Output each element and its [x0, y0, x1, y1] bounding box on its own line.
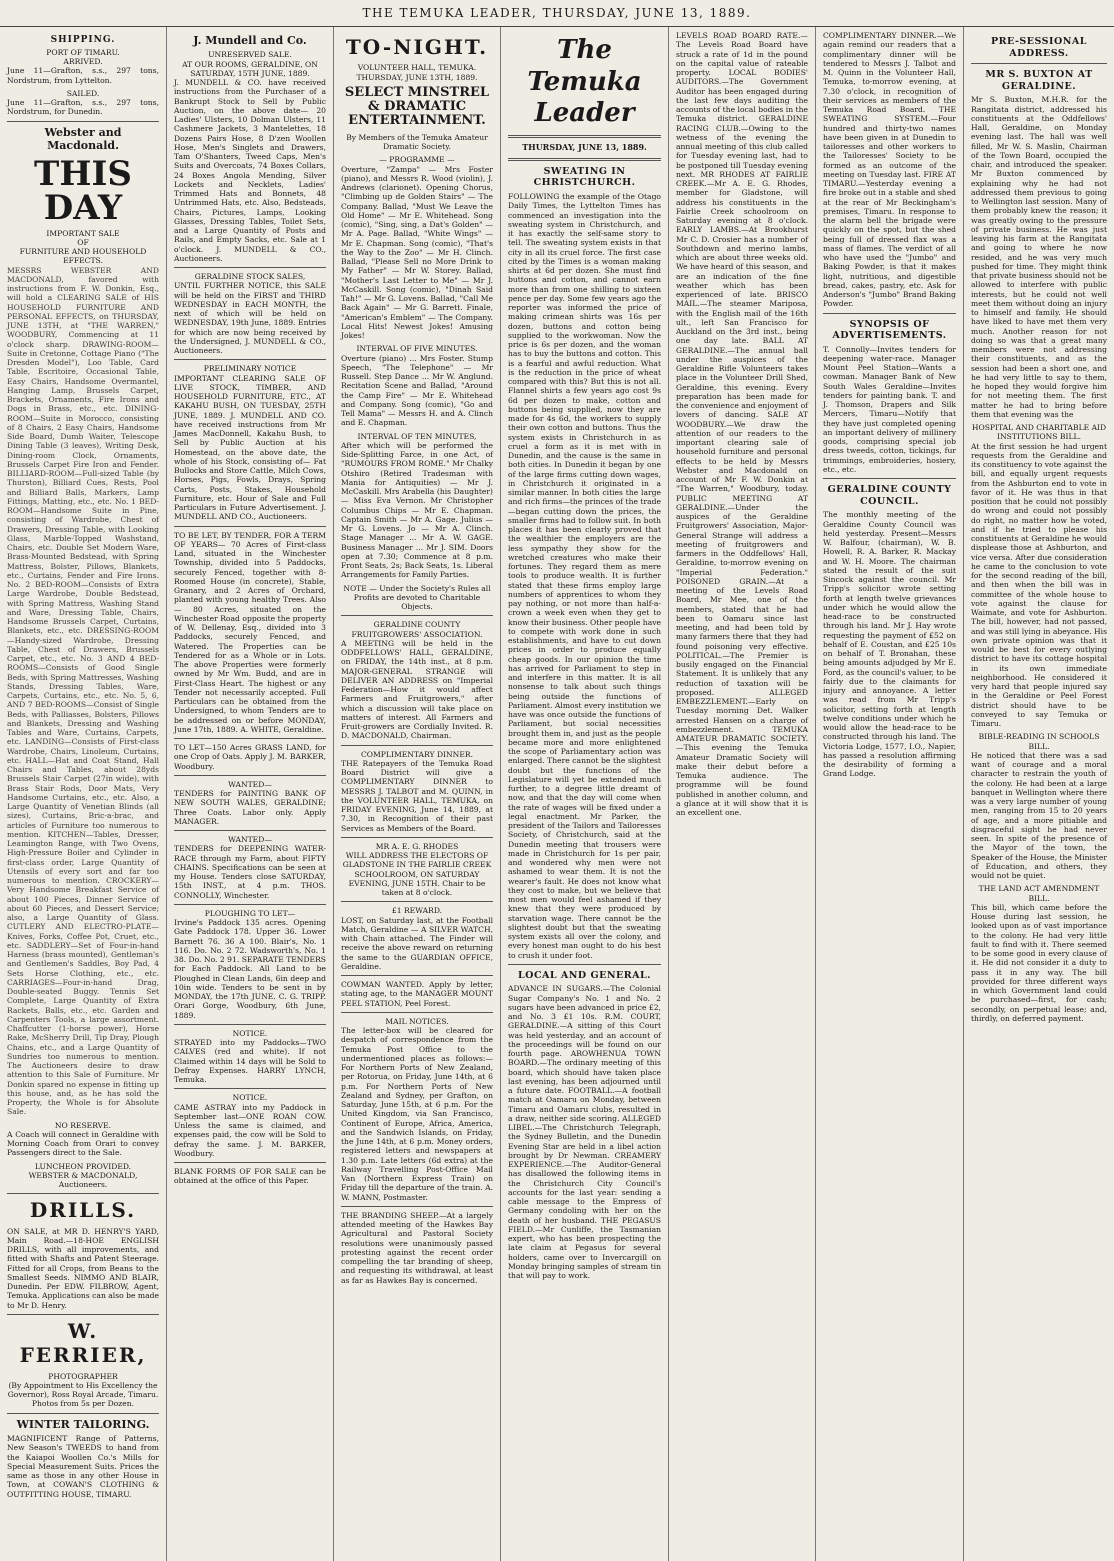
tender-body: TO BE LET, BY TENDER, FOR A TERM OF YEARS— 70 Acres of First-class Land, situated in the Winchester Township, divided into 5 Paddocks, securely Fenced, together with 8-Roomed House (in concrete), Stable, Granary, and 2 Acres of Orchard, planted with young healthy Trees. Also— 80 Acres, situated on the Winchester Road opposite the property of W. Dellenay, Esq., divided into 3 Paddocks, securely Fenced, and Watered. The Properties can be Tendered for as a Whole or in Lots. The above Properties were formerly owned by Mr Wm. Budd, and are in First-Class Heart. The highest or any Tender not necessarily accepted. Full Particulars can be obtained from the Undersigned, to whom Tenders are to be addressed on or before MONDAY, June 17th, 1889. A. WHITE, Geraldine.: [174, 530, 326, 734]
strayed-notice: STRAYED into my Paddocks—TWO CALVES (red and white). If not Claimed within 14 days will be Sold to Defray Expenses. HARRY LYNCH, Temuka.: [174, 1038, 326, 1085]
interval-2: INTERVAL OF TEN MINUTES,: [357, 431, 477, 441]
important-sale: IMPORTANT SALE: [46, 228, 120, 238]
local-general-body: ADVANCE IN SUGARS.—The Colonial Sugar Company's No. 1 and No. 2 sugars have been advanced in price £2, and No. 3 £1 10s. R.M. COURT, GERALDINE.—A sitting of this Court was held yesterday, and an account of the proceedings will be found on our fourth page. AROWHENUA TOWN BOARD.—The ordinary meeting of this board, which should have taken place last evening, has been adjourned until a future date. FOOTBALL.—A football match at Oamaru on Monday, between Timaru and Oamaru clubs, resulted in a draw, neither side scoring. ALLEGED LIBEL.—The Christchurch Telegraph, the Sydney Bulletin, and the Dunedin Evening Star are held in a libel action brought by Dr Newman. CREAMERY EXPERIENCE.—The Auditor-General has disallowed the following items in the Christchurch City Council's accounts for the last year: sending a cable message to the Empress of Germany condoling with her on the death of her husband. THE PEGASUS FIELD.—Mr Cunliffe, the Tasmanian expert, who has been prospecting the late claim at Pegasus for several holders, came over to Invercargill on Monday bringing samples of stream tin that will pay to work.: [508, 984, 661, 1281]
column-1: [0, 27, 167, 1561]
reward-heading: £1 REWARD.: [391, 906, 443, 916]
editorial-date: THURSDAY, JUNE 13, 1889.: [522, 142, 647, 153]
stock-sales-heading: GERALDINE STOCK SALES,: [194, 272, 306, 282]
mundell-body-3: IMPORTANT CLEARING SALE OF LIVE STOCK, TIMBER, AND HOUSEHOLD FURNITURE, ETC., AT KAKAHU BUSH, ON TUESDAY, 25TH JUNE, 1889. J. MUNDELL AND CO. have received instructions from Mr James MacDonnell, Kakahu Bush, to Sell by Public Auction at his Homestead, on the above date, the whole of his Stock, consisting of— Fat Bullocks and Store Cattle, Milch Cows, Horses, Pigs, Fowls, Drays, Spring Carts, Posts, Stakes, Household Furniture, etc. Hour of Sale and Full Particulars in Future Advertisement. J. MUNDELL AND CO., Auctioneers.: [174, 373, 326, 522]
newspaper-title: The Temuka Leader: [527, 35, 642, 129]
sailed-heading: SAILED.: [66, 88, 100, 98]
mundell-body-2: UNTIL FURTHER NOTICE, this SALE will be held on the FIRST and THIRD WEDNESDAY in EACH MONTH, the next of which will be held on WEDNESDAY, 19th June, 1889. Entries for which are now being received by the Undersigned, J. MUNDELL & CO., Auctioneers.: [174, 281, 326, 356]
reward-body: LOST, on Saturday last, at the Football Match, Geraldine — A SILVER WATCH, with Chain attached. The Finder will receive the above reward on returning the same to the GUARDIAN OFFICE, Geraldine.: [341, 915, 493, 971]
rhodes-body: WILL ADDRESS THE ELECTORS OF GLADSTONE IN THE FAIRLIE CREEK SCHOOLROOM, ON SATURDAY EVENING, JUNE 15TH. Chair to be taken at 8 o'clock.: [342, 851, 492, 898]
local-general-heading: LOCAL AND GENERAL.: [517, 969, 651, 981]
mundell-body-1: J. MUNDELL & CO. have received instructions from the Purchaser of a Bankrupt Stock to Sell by Public Auction, on the above date— 20 Ladies' Ulsters, 10 Dolman Ulsters, 11 Cashmere Jackets, 3 Mantelettes, 18 Dozens Pairs Hose, 8 D'zen Woollen Hose, Men's Singlets and Drawers, Tam O'Shanters, Tweed Caps, Men's Suits and Overcoats, 74 Boxes Collars, 24 Boxes Angola Mending, Silver Lockets and Necklets, Ladies' Trimmed Hats and Bonnets, 48 Untrimmed Hats, etc. Also, Bedsteads, Chairs, Pictures, Lamps, Looking Glasses, Dressing Tables, Toilet Sets, and a Large Quantity of Posts and Rails, and Empty Sacks, etc. Sale at 1 o'clock. J. MUNDELL & CO., Auctioneers.: [174, 78, 326, 263]
hospital-heading: HOSPITAL AND CHARITABLE AID INSTITUTIONS BILL.: [971, 423, 1107, 442]
coach-notice: A Coach will connect in Geraldine with Morning Coach from Orari to convey Passengers direct to the Sale.: [7, 1129, 159, 1158]
ferrier-headline: W. FERRIER,: [19, 1318, 147, 1368]
masthead: THE TEMUKA LEADER, THURSDAY, JUNE 13, 1889.: [0, 0, 1114, 27]
ferrier-body: (By Appointment to His Excellency the Governor), Ross Royal Arcade, Timaru. Photos from 5s per Dozen.: [7, 1380, 159, 1409]
buxton-body-1: Mr S. Buxton, M.H.R. for the Rangitata district, addressed his constituents at the Oddfellows' Hall, Geraldine, on Monday evening last. The hall was well filled, Mr W. S. Maslin, Chairman of the Town Board, occupied the chair, and introduced the speaker. Mr Buxton commenced by explaining why he had not addressed them previous to going to Wellington last session. Many of them probably knew the reason; it was greatly owing to the pressure of private business. He was just leaving his farm at the Rangitata and going to where he now resided, and he was very much pushed for time. They might think that private business should not be allowed to interfere with public interests, but he could not well meet them without doing an injury to himself and family. He should have liked to have met them very much. Another reason for not doing so was that a great many members were not addressing their constituents, and as the session had been a short one, and he had very little to say to them, he hoped they would forgive him for not meeting them. The first matter he had to bring before them that evening was the: [971, 95, 1107, 419]
column-3: [334, 27, 501, 1561]
auctioneer-signature: WEBSTER & MACDONALD, Auctioneers.: [28, 1170, 138, 1190]
local-news-body: LEVELS ROAD BOARD RATE.—The Levels Road Board have struck a rate of 1d in the pound on the capital value of rateable property. LOCAL BODIES' AUDITORS.—The Government Auditor has been engaged during the last few days auditing the accounts of the local bodies in the Temuka district. GERALDINE RACING CLUB.—Owing to the wetness of the evening the annual meeting of this club called for Tuesday evening last, had to be postponed till Tuesday evening next. MR RHODES AT FAIRLIE CREEK.—Mr A. E. G. Rhodes, member for Gladstone, will address his constituents in the Fairlie Creek schoolroom on Saturday evening at 8 o'clock. EARLY LAMBS.—At Brookhurst Mr C. D. Crosier has a number of Southdown and merino lambs, which are about three weeks old. We have heard of this season, and are an indication of the fine weather which has been experienced of late. BRISCO MAIL.—The steamer Mariposa, with the English mail of the 16th ult., left San Francisco for Auckland on the 3rd inst., being one day late. BALL AT GERALDINE.—The annual ball under the auspices of the Geraldine Rifle Volunteers takes place in the Volunteer Drill Shed, Geraldine, this evening. Every preparation has been made for the convenience and enjoyment of lovers of dancing. SALE AT WOODBURY.—We draw the attention of our readers to the important clearing sale of household furniture and personal effects to be held by Messrs Webster and Macdonald on account of Mr F. W. Donkin at "The Warren," Woodbury, today. PUBLIC MEETING AT GERALDINE.—Under the auspices of the Geraldine Fruitgrowers' Association, Major-General Strange will address a meeting of fruitgrowers and farmers in the Oddfellows' Hall, Geraldine, to-morrow evening on "Imperial Federation." POISONED GRAIN.—At a meeting of the Levels Road Board, Mr Mee, one of the members, stated that he had been to Oamaru since last meeting, and had been told by many farmers there that they had found poisoning very effective. POLITICAL.—The Premier is busily engaged on the Financial Statement. It is unlikely that any reduction of taxation will be proposed. ALLEGED EMBEZZLEMENT.—Early on Tuesday morning Det. Walker arrested Hansen on a charge of embezzlement. TEMUKA AMATEUR DRAMATIC SOCIETY.—This evening the Temuka Amateur Dramatic Society will make their debut before a Temuka audience. The programme will be found published in another column, and a glance at it will show that it is an excellent one.: [676, 31, 808, 817]
notice-heading-2: NOTICE.: [232, 1093, 268, 1103]
water-race-tender: TENDERS for DEEPENING WATER-RACE through my Farm, about FIFTY CHAINS. Specifications can be seen at my House. Tenders close SATURDAY, 15th INST., at 4 p.m. THOS. CONNOLLY, Winchester.: [174, 844, 326, 900]
council-body: The monthly meeting of the Geraldine County Council was held yesterday. Present—Messrs W. Balfour, (chairman), W. B. Howell, R. A. Barker, R. Mackay and W. H. Moore. The chairman stated the result of the suit Sincock against the council. Mr Tripp's solicitor wrote setting forth at length twelve grievances under which he would allow the head-race to be constructed through his land. Mr J. Hay wrote requesting the payment of £52 on behalf of E. Coustan, and £25 10s on behalf of T. Bronahan, these being amounts adjudged by Mr E. Ford, as the council's valuer, to be fairly due to the claimants for injury and annoyance. A letter was read from Mr Tripp's solicitor, setting forth at length twelve conditions under which he would allow the head-race to be constructed through his land. The Victoria Lodge, 1577, I.O., Napier, has passed a resolution affirming the desirability of forming a Grand Lodge.: [823, 510, 956, 779]
columns: [0, 27, 1114, 1561]
of-label: OF: [77, 237, 89, 247]
buxton-body-4: This bill, which came before the House during last session, he looked upon as of vast importance to the colony. He had very little fault to find with it. There seemed to be some good in every clause of it. He did not consider it a duty to pass it in any way. The bill provided for three different ways in which Government land could be purchased—first, for cash; secondly, on perpetual lease; and, thirdly, on deferred payment.: [971, 902, 1107, 1023]
sale-location: AT OUR ROOMS, GERALDINE, ON SATURDAY, 15TH JUNE, 1889.: [182, 59, 318, 78]
dinner-heading: COMPLIMENTARY DINNER.: [360, 749, 474, 759]
programme-part-2: Overture (piano) ... Mrs Foster. Stump Speech, "The Telephone" — Mr Russell. Step Dance ... Mr W. Anglund. Recitation Scene and Ballad, "Around the Camp Fire" — Mr E. Whitehead and Company. Song (comic), "Go and Tell Mama" — Messrs H. and A. Clinch and E. Chapman.: [341, 353, 493, 428]
buxton-heading: MR S. BUXTON AT GERALDINE.: [985, 69, 1093, 92]
column-7: [964, 27, 1114, 1561]
programme-heading: — PROGRAMME —: [379, 155, 455, 165]
council-heading: GERALDINE COUNTY COUNCIL.: [827, 484, 952, 507]
column-4: [501, 27, 669, 1561]
grass-land-body: TO LET—150 Acres GRASS LAND, for one Crop of Oats. Apply J. M. BARKER, Woodbury.: [174, 743, 326, 771]
notice-heading-1: NOTICE.: [232, 1028, 268, 1038]
synopsis-body: T. Connolly—Invites tenders for deepening water-race. Manager Mount Peel Station—Wants a cowman. Manager Bank of New South Wales Geraldine—Invites tenders for painting bank. T. and J. Thomson, Drapers and Silk Mercers, Timaru—Notify that they have just completed opening an important delivery of millinery goods, comprising special job dress tweeds, cotton, tickings, fur trimmings, embroideries, hosiery, etc., etc.: [823, 344, 956, 474]
bible-heading: BIBLE-READING IN SCHOOLS BILL.: [978, 732, 1100, 751]
buxton-body-3: He noticed that there was a sad want of courage and a moral character to restrain the youth of the colony. He had been at a large banquet in Wellington where there was a very large number of young men, ranging from 15 to 20 years of age, and a more pitiable and disgraceful sight he had never seen. In spite of the presence of the Mayor of the town, the Speaker of the House, the Minister of Education, and others, they would not be quiet.: [971, 750, 1107, 881]
column-2: [167, 27, 334, 1561]
buxton-body-2: At the first session he had urgent requests from the Geraldine and its constituency to vote against the bill, and equally urgent requests from the Ashburton end to vote in favor of it. He was thus in that position that he could not possibly do wrong and could not possibly do right, no matter how he voted, and if he tried to please his constituents at Geraldine he would displease those at Ashburton, and vice versa. After due consideration he came to the conclusion to vote for the second reading of the bill, and then when the bill was in committee of the whole house to vote against the clause for Waimate, and vote for Ashburton. The bill, however, had not passed, and was still lying in abeyance. His own private opinion was that it would be best for every outlying district to have its cottage hospital in its own immediate neighborhood. He considered it very hard that people injured say in the Geraldine or Peel Forest district should have to be conveyed to say Temuka or Timaru.: [971, 441, 1107, 729]
programme-part-1: Overture, "Zampa" — Mrs Foster (piano), and Messrs R. Wood (violin), J. Andrews (clarionet). Opening Chorus, "Climbing up de Golden Stairs" — The Company. Ballad, "Must We Leave the Old Home" — Mr E. Whitehead. Song (comic), "Sing, sing, a Dat's Golden" — Mr A. Page. Ballad, "White Wings" — Mr E. Chapman. Song (comic), "That's the Way to the Zoo" — Mr H. Clinch. Ballad, "Please Sell no More Drink to My Father" — Mr W. Storey. Ballad, "Mother's Last Letter to Me" — Mr J. McCaskill. Song (comic), "Dinah Said Tah!" — Mr G. Lovens. Ballad, "Call Me Back Again" — Mr G. Barrett. Finale, "American's Emblem" — The Company. Local Hits! Newest Jokes! Amusing Jokes!: [341, 164, 493, 341]
synopsis-heading: SYNOPSIS OF ADVERTISEMENTS.: [832, 318, 947, 342]
interval-1: INTERVAL OF FIVE MINUTES.: [356, 344, 478, 354]
astray-notice: CAME ASTRAY into my Paddock in September last—ONE ROAN COW. Unless the same is claimed, and expenses paid, the cow will be Sold to defray the same. J. M. BARKER, Woodbury.: [174, 1102, 326, 1158]
dinner-body: THE Ratepayers of the Temuka Road Board District will give a COMPLIMENTARY DINNER to MESSRS J. TALBOT and M. QUINN, in the VOLUNTEER HALL, TEMUKA, on FRIDAY EVENING, June 14, 1889, at 7.30, in Recognition of their past Services as Members of the Board.: [341, 758, 493, 833]
event-date: THURSDAY, JUNE 13TH, 1889.: [356, 72, 478, 82]
drills-headline: DRILLS.: [29, 1198, 137, 1223]
fruitgrowers-heading: GERALDINE COUNTY FRUITGROWERS' ASSOCIATION.: [351, 620, 483, 639]
ploughing-heading: PLOUGHING TO LET—: [204, 908, 296, 918]
webster-header: Webster and Macdonald.: [44, 125, 122, 153]
arrival-entry: June 11—Grafton, s.s., 297 tons, Nordstrum, from Lyttelton.: [7, 66, 159, 85]
ploughing-body: Irvine's Paddock 135 acres. Opening Gate Paddock 178. Upper 36. Lower Barnett 76. 36 A 100. Blair's, No. 1 116. Do. No. 2 72. Wadsworth's, No. 1 38. Do. No. 2 91. SEPARATE TENDERS for Each Paddock. All Land to be Ploughed in Clean Lands, 6in deep and 10in wide. Tenders to be sent in by MONDAY, the 17th JUNE. C. G. TRIPP. Orari Gorge, Woodbury, 6th June, 1889.: [174, 918, 326, 1020]
society-note: NOTE — Under the Society's Rules all Profits are devoted to Charitable Objects.: [343, 583, 491, 612]
mundell-header: J. Mundell and Co.: [193, 34, 307, 47]
furniture-heading: FURNITURE AND HOUSEHOLD EFFECTS.: [19, 247, 147, 266]
wanted-heading-2: WANTED—: [228, 835, 272, 845]
tonight-headline: TO-NIGHT.: [345, 35, 489, 59]
shipping-heading: SHIPPING.: [50, 35, 116, 45]
this-day-headline: THIS DAY: [34, 153, 132, 228]
photographer-label: PHOTOGRAPHER: [48, 1371, 118, 1381]
port-heading: PORT OF TIMARU.: [46, 47, 120, 57]
luncheon: LUNCHEON PROVIDED.: [34, 1161, 132, 1171]
column-5: [669, 27, 816, 1561]
mail-body: The letter-box will be cleared for despatch of correspondence from the Temuka Post Office to the undermentioned places as follows:— For Northern Ports of New Zealand, per Rotorua, on Friday, June 14th, at 6 p.m. For Northern Ports of New Zealand and Sydney, per Grafton, on Saturday, June 15th, at 6 p.m. For the United Kingdom, via San Francisco, Continent of Europe, Africa, America, and the Sandwich Islands, on Friday, the June 14th, at 6 p.m. Money orders, registered letters and newspapers at 1.30 p.m. Late letters (6d extra) at the Railway Travelling Post-Office Mail Van (Northern Express Train) on Friday till the departure of the train. A. W. MANN, Postmaster.: [341, 1026, 493, 1202]
entertainment-title: SELECT MINSTREL & DRAMATIC ENTERTAINMENT.: [344, 84, 490, 129]
volunteer-hall: VOLUNTEER HALL, TEMUKA.: [357, 63, 477, 73]
sailing-entry: June 11—Grafton, s.s., 297 tons, Nordstrum, for Dunedin.: [7, 98, 159, 117]
society-byline: By Members of the Temuka Amateur Dramatic Society.: [346, 132, 488, 152]
editorial-heading: SWEATING IN CHRISTCHURCH.: [533, 165, 636, 189]
painting-tender: TENDERS for PAINTING BANK OF NEW SOUTH WALES, GERALDINE; Three Coats. Labor only. Apply MANAGER.: [174, 789, 326, 826]
unreserved-sale: UNRESERVED SALE.: [208, 50, 292, 60]
programme-part-3: After which will be performed the Side-Splitting Farce, in one Act, of "RUMOURS FROM ROME." Mr Chalky Otshiro (Retired Tradesman with Mania for Antiquities) — Mr J. McCaskill. Mrs Arabella (his Daughter) — Miss Eva Vernon. Mr Christopher Columbus Chips — Mr E. Chapman. Captain Smith — Mr A. Gage. Julius — Mr G. Lovens. Jo — Mr A. Clinch. Stage Manager ... Mr A. W. GAGE. Business Manager ... Mr J. SIM. Doors open at 7.30; Commence at 8 p.m. Front Seats, 2s; Back Seats, 1s. Liberal Arrangements for Family Parties.: [341, 440, 493, 580]
rhodes-heading: MR A. E. G. RHODES: [375, 841, 459, 851]
cowman-ad: COWMAN WANTED. Apply by letter, stating age, to the MANAGER MOUNT PEEL STATION, Peel Forest.: [341, 980, 493, 1008]
fruitgrowers-body: A MEETING will be held in the ODDFELLOWS' HALL, GERALDINE, on FRIDAY, the 14th inst., at 8 p.m. MAJOR-GENERAL STRANGE will DELIVER AN ADDRESS on "Imperial Federation—How it would affect Farmers and Fruitgrowers," after which a discussion will take place on matters of interest. All Farmers and Fruit-growers are Cordially Invited. R. D. MACDONALD, Chairman.: [341, 638, 493, 741]
branding-paragraph: THE BRANDING SHEEP.—At a largely attended meeting of the Hawkes Bay Agricultural and Pastoral Society resolutions were unanimously passed protesting against the recent order compelling the tar branding of sheep, and requesting its withdrawal, at least as far as Hawkes Bay is concerned.: [341, 1210, 493, 1285]
winter-tailoring-headline: WINTER TAILORING.: [16, 1417, 150, 1431]
no-reserve: NO RESERVE.: [54, 1120, 112, 1130]
landact-heading: THE LAND ACT AMENDMENT BILL.: [978, 884, 1100, 903]
mail-heading: MAIL NOTICES.: [385, 1016, 449, 1026]
drills-body: ON SALE, at MR D. HENRY'S YARD, Main Road.—18-HOE ENGLISH DRILLS, with all improvements, and fitted with Shafts and Patent Steerage. Fitted for all Crops, from Beans to the Smallest Seeds. NIMMO AND BLAIR, Dunedin. Per EDW. FILBROW, Agent, Temuka. Applications can also be made to Mr D. Henry.: [7, 1226, 159, 1310]
wanted-heading-1: WANTED—: [228, 779, 272, 789]
editorial-body: FOLLOWING the example of the Otago Daily Times, the Lyttelton Times has commenced an investigation into the sweating system in Christchurch, and it has exactly the self-same story to tell. The sweating system exists in that city in all its cruel force. The first case cited by the Times is a woman making shirts at 6d per dozen. She must find buttons and cotton, and cannot earn more than from one shilling to sixteen pence per day. Some few years ago the reporter was informed the price of making crimean shirts was 16s per dozen, buttons and cotton being supplied to the workwoman. Now the price is 6s per dozen, and the woman has to buy the buttons and cotton. This is a fearful and awful reduction. What is the reduction in the price of wheat compared with this? But this is not all. Flannel shirts a few years ago cost 9s 6d per dozen to make, cotton and buttons being supplied, now they are made for 4s 6d, the workers to supply their own cotton and buttons. Thus the system exists in Christchurch in as cruel a form as it is met with in Dunedin, and the cause is the same in both cities. In Dunedin it began by one of the large firms cutting down wages, in Christchurch it originated in a similar manner. In both cities the large and rich firms—the princes of the trade—began cutting down the prices, the smaller firms had to follow suit. In both places it has been clearly proved that the wealthier the employers are the less sympathy they show for the wretched creatures who make their fortunes. They regard them as mere tools to produce wealth. It is further stated that these firms employ large numbers of apprentices to whom they pay nothing, or not more than half-a-crown a week even when they get to know their business. Other people have to compete with work done in such establishments, and have to cut down prices in order to produce equally cheap goods. In our opinion the time has arrived for Parliament to step in and interfere in this matter. It is all nonsense to talk about such things being outside the functions of Parliament. Almost every institution we have was once outside the functions of Parliament, but social necessities brought them in, and just as the people became more and more enlightened the scope of Parliamentary action was enlarged. There cannot be the slightest doubt but the functions of the Legislature will yet be extended much further, to a degree little dreamt of now, and that the day will come when the rate of wages will be fixed under a legal enactment. Mr Parker, the president of the Tailors and Tailoresses Society, of Christchurch, said at the Dunedin meeting that trousers were made in Christchurch for 1s per pair, and wondered why men were not ashamed to wear them. It is not the wearer's fault. He does not know what they cost to make, but we believe that most men would feel ashamed if they knew that they were produced by starvation wage. There cannot be the slightest doubt but that the sweating system exists all over the colony, and every honest man ought to do his best to crush it under foot.: [508, 192, 662, 960]
sale-body: MESSRS WEBSTER AND MACDONALD, favored with instructions from F. W. Donkin, Esq., will hold a CLEARING SALE of HIS HOUSEHOLD FURNITURE AND PERSONAL EFFECTS, on THURSDAY, JUNE 13TH, at "THE WARREN," WOODBURY, Commencing at 11 o'clock sharp. DRAWING-ROOM—Suite in Cretonne, Cottage Piano ("The Dresden Model"), Loo Table, Card Table, Escritoire, Occasional Table, Easy Chairs, Handsome Overmantel, Hanging Lamp, Brussels Carpet, Brackets, Ornaments, Fire Irons and Dogs in Brass, etc., etc. DINING-ROOM—Suite in Morocco, consisting of 8 Chairs, 2 Easy Chairs, Handsome Side Board, Dumb Waiter, Telescope Dining Table (3 leaves), Writing Desk, Dining-room Clock, Ornaments, Brussels Carpet Fire Iron and Fender. BILLIARD-ROOM—Full-sized Table (by Thurston), Billiard Cues, Rests, Pool and Billiard Balls, Markers, Lamp Fittings, Matting, etc., etc. No. 1 BED-ROOM—Handsome Suite in Pine, consisting of Wardrobe, Chest of Drawers, Dressing Table, with Looking Glass, Marble-Topped Washstand, Chairs, etc. Double Set Modern Ware, Brass-Mounted Bedstead, with Spring Mattress, Bolster, Pillows, Blankets, etc., Curtains, Fender and Fire Irons. No. 2 BED-ROOM—Consists of Extra Large Wardrobe, Double Bedstead, with Spring Mattress, Washing Stand and Ware, Dressing Table, Chairs, Handsome Brussels Carpet, Curtains, Blankets, etc., etc. DRESSING-ROOM—Handy-sized Wardrobe, Dressing Table, Chest of Drawers, Brussels Carpet, etc., etc. No. 3 AND 4 BED-ROOMS—Consists of Good Single Beds, with Spring Mattresses, Washing Stands, Dressing Tables, Ware, Carpets, Curtains, etc., etc. No. 5, 6, AND 7 BED-ROOMS—Consist of Single Beds, with Palliasses, Bolsters, Pillows and Blankets, Dressing and Washing Tables and Ware, Curtains, Carpets, etc. LANDING—Consists of First-class Wardrobe, Chairs, Linoleum, Curtains, etc. HALL—Hat and Coat Stand, Hall Chairs and Tables, about 28yds Brussels Stair Carpet (27in wide), with Brass Stair Rods, Door Mats, Very Handsome Curtains, etc., etc. Also, a Large Quantity of Venetian Blinds (all sizes), Curtains, Bric-a-brac, and articles of Furniture too numerous to mention. KITCHEN—Tables, Dresser, Leamington Range, with Two Ovens, High-Pressure Boiler and Cylinder in first-class order, Large Quantity of Utensils of every sort and far too numerous to mention. CROCKERY—Very Handsome Breakfast Service of about 100 Pieces, Dinner Service of about 60 Pieces, and Dessert Service; also, a Large Quantity of Glass. CUTLERY AND ELECTRO-PLATE—Knives, Forks, Coffee Pot, Cruet, etc., etc. SADDLERY—Set of Four-in-hand Harness (brass mounted), Gentleman's and Gentlemen's Saddles, Boy Pad, 4 Sets Horse Clothing, etc., etc. CARRIAGES—Four-in-hand Drag, Double-seated Buggy. Tennis Set Complete, Large Quantity of Extra Rackets, Balls, etc., etc. Garden and Carpenters Tools, a large assortment. Chaffcutter (1-horse power), Horse Rake, McSherry Drill, Tip Dray, Plough Chains, etc., and a Large Quantity of Sundries too numerous to mention. The Auctioneers desire to draw attention to this Sale of Furniture. Mr Donkin spared no expense in fitting up this house, and, as he has sold the Property, the Whole is for Absolute Sale.: [7, 265, 159, 1117]
preliminary-notice: PRELIMINARY NOTICE: [203, 364, 297, 374]
column-6: [816, 27, 964, 1561]
winter-tailoring-body: MAGNIFICENT Range of Patterns, New Season's TWEEDS to hand from the Kaiapoi Woollen Co.'s Mills for Special Measurement Suits. Prices the same as those in any other House in Town, at COWAN'S CLOTHING & OUTFITTING HOUSE, TIMARU.: [7, 1434, 159, 1499]
presessional-heading: PRE-SESSIONAL ADDRESS.: [991, 36, 1087, 59]
news-body: COMPLIMENTARY DINNER.—We again remind our readers that a complimentary dinner will be tendered to Messrs J. Talbot and M. Quinn in the Volunteer Hall, Temuka, to-morrow evening, at 7.30 o'clock, in recognition of their services as members of the Temuka Road Board. THE SWEATING SYSTEM.—Four hundred and thirty-two names have been given in at Dunedin to tailoresses and other workers to the Tailoresses' Society to be formed as an outcome of the meeting on Tuesday last. FIRE AT TIMARU.—Yesterday evening a fire broke out in a stable and shed at the rear of Mr Beckingham's premises, Timaru. In response to the alarm bell the brigade were quickly on the spot, but the shed being full of dressed flax was a mass of flames. The verdict of all who have used the "Jumbo" and Baking Powder, is that it makes light, nutritious, and digestible bread, cakes, pastry, etc. Ask for Anderson's "Jumbo" Brand Baking Powder.: [823, 31, 956, 309]
blank-forms-notice: BLANK FORMS OF FOR SALE can be obtained at the office of this Paper.: [174, 1167, 326, 1186]
arrived-heading: ARRIVED.: [63, 57, 103, 67]
